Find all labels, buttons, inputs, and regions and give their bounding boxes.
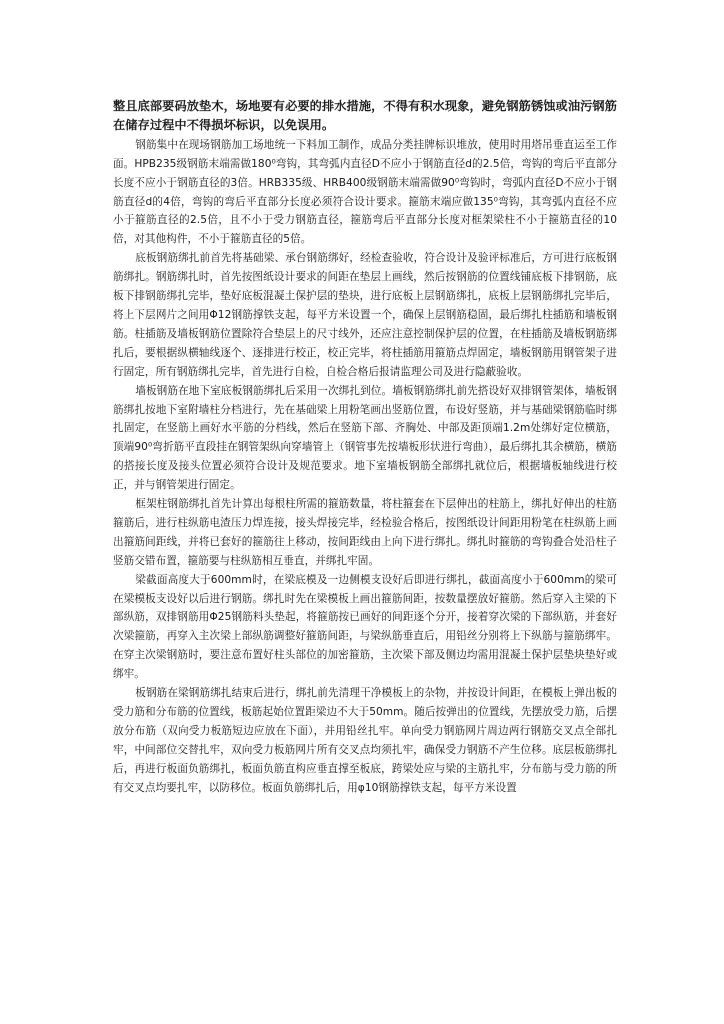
document-page	[113, 97, 617, 798]
paragraph-column-rebar: 框架柱钢筋绑扎首先计算出每根柱所需的箍筋数量，将柱箍套在下层伸出的柱筋上，绑扎好伸出的柱筋箍筋后，进行柱纵筋电渣压力焊连接，接头焊接完毕，经检验合格后，按图纸设计间距用粉笔在柱纵筋上画出箍筋间距线，并将已套好的箍筋往上移动，按间距线由上向下进行绑扎。绑扎时箍筋的弯钩叠合处沿柱子竖筋交错布置，箍筋要与柱纵筋相互垂直，并绑扎牢固。	[113, 498, 617, 567]
paragraph-slab-rebar: 板钢筋在梁钢筋绑扎结束后进行，绑扎前先清理干净模板上的杂物，并按设计间距，在模板上弹出板的受力筋和分布筋的位置线，板筋起始位置距梁边不大于50mm。随后按弹出的位置线，先摆放受力筋，后摆放分布筋（双向受力板筋短边应放在下面），并用铅丝扎牢。单向受力钢筋网片周边两行钢筋交叉点全部扎牢，中间部位交替扎牢，双向受力板筋网片所有交叉点均须扎牢，确保受力钢筋不产生位移。底层板筋绑扎后，再进行板面负筋绑扎，板面负筋直构应垂直撑至板底，跨梁处应与梁的主筋扎牢，分布筋与受力筋的所有交叉点均要扎牢，以防移位。板面负筋绑扎后，用φ10钢筋撑铁支起，每平方米设置	[113, 687, 617, 794]
lead-paragraph: 整且底部要码放垫木，场地要有必要的排水措施，不得有积水现象，避免钢筋锈蚀或油污钢筋在储存过程中不得损坏标识，以免误用。	[113, 99, 617, 133]
paragraph-base-slab-rebar: 底板钢筋绑扎前首先将基础梁、承台钢筋绑好，经检查验收，符合设计及验评标准后，方可进行底板钢筋绑扎。钢筋绑扎时，首先按图纸设计要求的间距在垫层上画线，然后按钢筋的位置线铺底板下排钢筋，底板下排钢筋绑扎完毕，垫好底板混凝土保护层的垫块，进行底板上层钢筋绑扎，底板上层钢筋绑扎完毕后，将上下层网片之间用Φ12钢筋撑铁支起，每平方米设置一个，确保上层钢筋稳固，最后绑扎柱插筋和墙板钢筋。柱插筋及墙板钢筋位置除符合垫层上的尺寸线外，还应注意控制保护层的位置，在柱插筋及墙板钢筋绑扎后，要根据纵横轴线逐个、逐排进行校正，校正完毕，将柱插筋用箍筋点焊固定，墙板钢筋用钢管架子进行固定，所有钢筋绑扎完毕，首先进行自检，自检合格后报请监理公司及进行隐蔽验收。	[113, 252, 617, 378]
paragraph-beam-rebar: 梁截面高度大于600mm时，在梁底模及一边侧模支设好后即进行绑扎，截面高度小于600mm的梁可在梁模板支设好以后进行钢筋。绑扎时先在梁模板上画出箍筋间距，按数量摆放好箍筋。然后穿入主梁的下部纵筋，双排钢筋用Φ25钢筋料头垫起，将箍筋按已画好的间距逐个分开，接着穿次梁的下部纵筋，并套好次梁箍筋，再穿入主次梁上部纵筋调整好箍筋间距，与梁纵筋垂直后，用铅丝分别将上下纵筋与箍筋绑牢。在穿主次梁钢筋时，要注意布置好柱头部位的加密箍筋，主次梁下部及侧边均需用混凝土保护层垫块垫好或绑牢。	[113, 573, 617, 681]
paragraph-rebar-processing: 钢筋集中在现场钢筋加工场地统一下料加工制作，成品分类挂牌标识堆放，使用时用塔吊垂直运至工作面。HPB235级钢筋末端需做180⁰弯钩，其弯弧内直径D不应小于钢筋直径d的2.5倍，弯钩的弯后平直部分长度不应小于钢筋直径的3倍。HRB335级、HRB400级钢筋末端需做90⁰弯钩时，弯弧内直径D不应小于钢筋直径d的4倍，弯钩的弯后平直部分长度必须符合设计要求。箍筋末端应做135⁰弯钩，其弯弧内直径不应小于箍筋直径的2.5倍，且不小于受力钢筋直径，箍筋弯后平直部分长度对框架梁柱不小于箍筋直径的10倍，对其他构件，不小于箍筋直径的5倍。	[113, 138, 617, 246]
paragraph-wall-rebar: 墙板钢筋在地下室底板钢筋绑扎后采用一次绑扎到位。墙板钢筋绑扎前先搭设好双排钢管架体，墙板钢筋绑扎按地下室附墙柱分档进行，先在基础梁上用粉笔画出竖筋位置，布设好竖筋，并与基础梁钢筋临时绑扎固定，在竖筋上画好水平筋的分档线，然后在竖筋下部、齐胸处、中部及距顶端1.2m处绑好定位横筋，顶端90⁰弯折筋平直段挂在钢管架纵向穿墙管上（钢管事先按墙板形状进行弯曲），最后绑扎其余横筋，横筋的搭接长度及接头位置必须符合设计及规范要求。地下室墙板钢筋全部绑扎就位后，根据墙板轴线进行校正，并与钢管架进行固定。	[113, 384, 617, 492]
